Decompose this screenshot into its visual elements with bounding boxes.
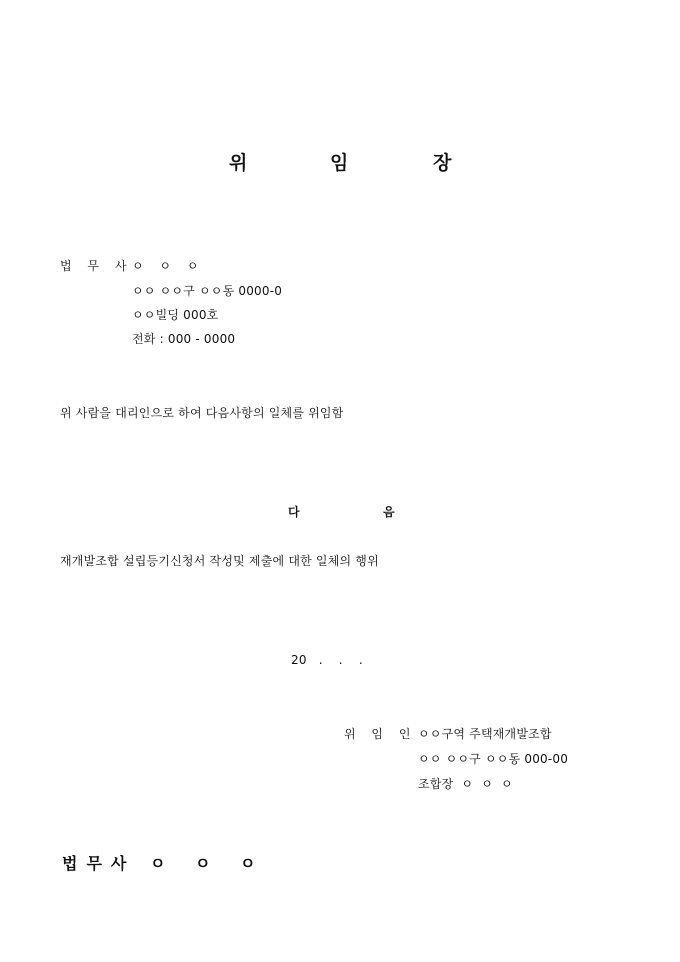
agent-phone: 전화 : 000 - 0000 — [132, 332, 236, 346]
delegator-representative: 조합장 ㅇ ㅇ ㅇ — [418, 777, 513, 791]
footer-name: ㅇ ㅇ ㅇ — [150, 854, 268, 873]
agent-address-line1: ㅇㅇ ㅇㅇ구 ㅇㅇ동 0000-0 — [132, 284, 283, 298]
agent-name: ㅇ ㅇ ㅇ — [132, 259, 205, 273]
delegated-matter: 재개발조합 설립등기신청서 작성및 제출에 대한 일체의 행위 — [60, 554, 379, 568]
title-char-3: 장 — [433, 152, 452, 174]
delegator-organization: ㅇㅇ구역 주택재개발조합 — [418, 727, 552, 741]
footer-label: 법무사 — [62, 854, 136, 873]
title-char-2: 임 — [330, 152, 349, 174]
document-date: 20 . . . — [291, 653, 363, 667]
title-char-1: 위 — [229, 152, 248, 174]
delegator-address: ㅇㅇ ㅇㅇ구 ㅇㅇ동 000-00 — [418, 752, 569, 766]
section-heading-char-2: 음 — [383, 505, 395, 519]
delegator-label: 위 임 인 — [344, 727, 417, 741]
section-heading-char-1: 다 — [288, 505, 300, 519]
agent-address-line2: ㅇㅇ빌딩 000호 — [132, 308, 219, 322]
delegation-statement: 위 사람을 대리인으로 하여 다음사항의 일체를 위임함 — [60, 406, 344, 420]
agent-label: 법 무 사 — [60, 259, 133, 273]
